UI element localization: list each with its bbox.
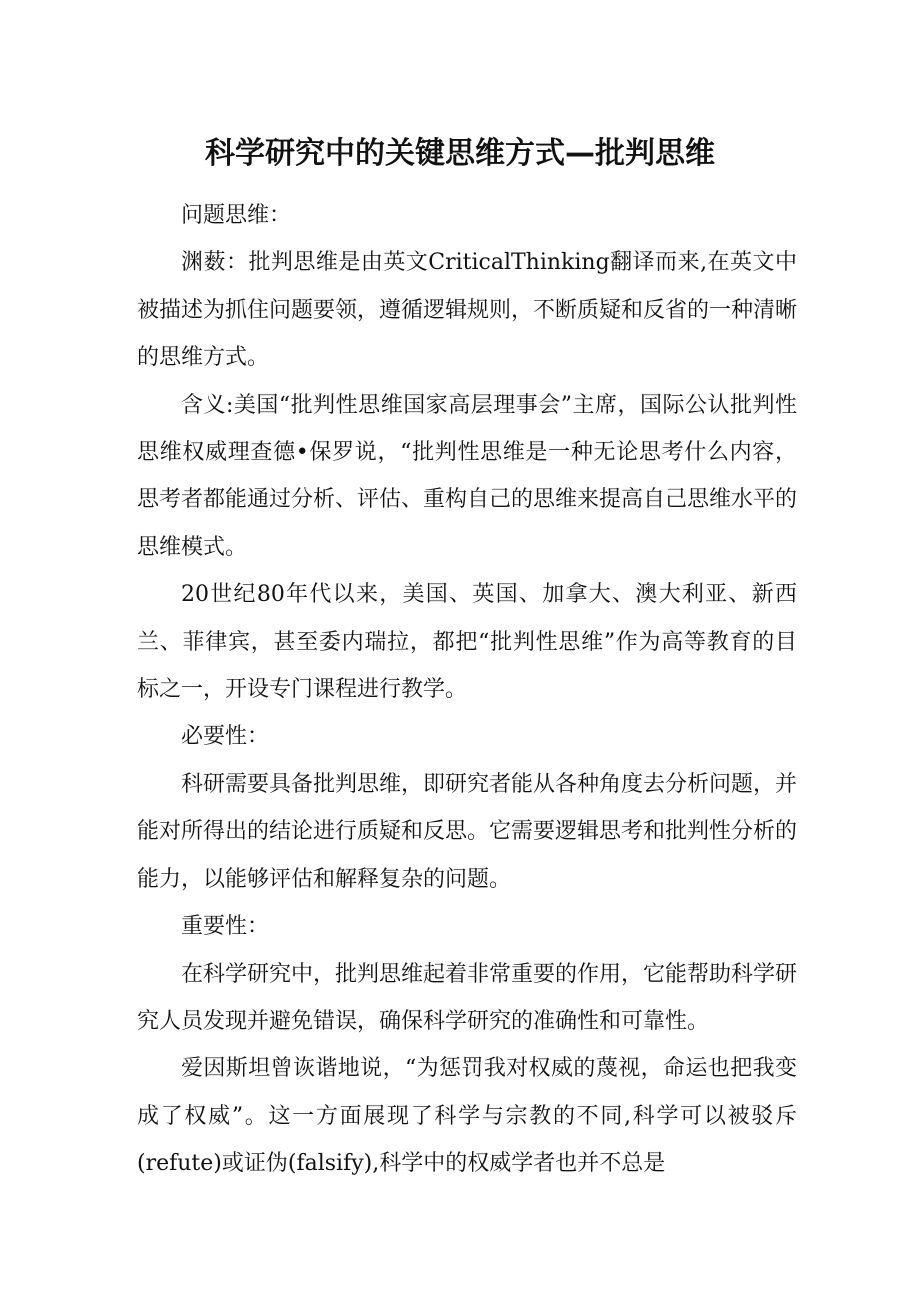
paragraph-necessity: 科研需要具备批判思维，即研究者能从各种角度去分析问题，并能对所得出的结论进行质疑和反思。它需要逻辑思考和批判性分析的能力，以能够评估和解释复杂的问题。 [137,771,798,892]
paragraph-problem-thinking-heading: 问题思维： [181,203,292,228]
paragraph-importance-heading: 重要性： [181,914,270,940]
paragraph-origin: 渊薮：批判思维是由英文CriticalThinking翻译而来,在英文中被描述为抓住问题要领，遵循逻辑规则，不断质疑和反省的一种清晰的思维方式。 [137,250,798,371]
document-body [137,192,797,1188]
paragraph-history: 20世纪80年代以来，美国、英国、加拿大、澳大利亚、新西兰、菲律宾，甚至委内瑞拉，都把“批判性思维”作为高等教育的目标之一，开设专门课程进行教学。 [137,582,797,703]
paragraph-definition: 含义:美国“批判性思维国家高层理事会”主席，国际公认批判性思维权威理查德•保罗说，“批判性思维是一种无论思考什么内容，思考者都能通过分析、评估、重构自己的思维来提高自己思维水平的思维模式。 [137,392,798,560]
paragraph-importance: 在科学研究中，批判思维起着非常重要的作用，它能帮助科学研究人员发现并避免错误，确保科学研究的准确性和可靠性。 [137,961,798,1034]
paragraph-necessity-heading: 必要性： [181,724,270,750]
document-title: 科学研究中的关键思维方式—批判思维 [205,136,715,171]
paragraph-einstein-quote: 爱因斯坦曾诙谐地说，“为惩罚我对权威的蔑视，命运也把我变成了权威”。这一方面展现了科学与宗教的不同,科学可以被驳斥(refute)或证伪(falsify),科学中的权威学者也并不总是 [137,1056,797,1177]
